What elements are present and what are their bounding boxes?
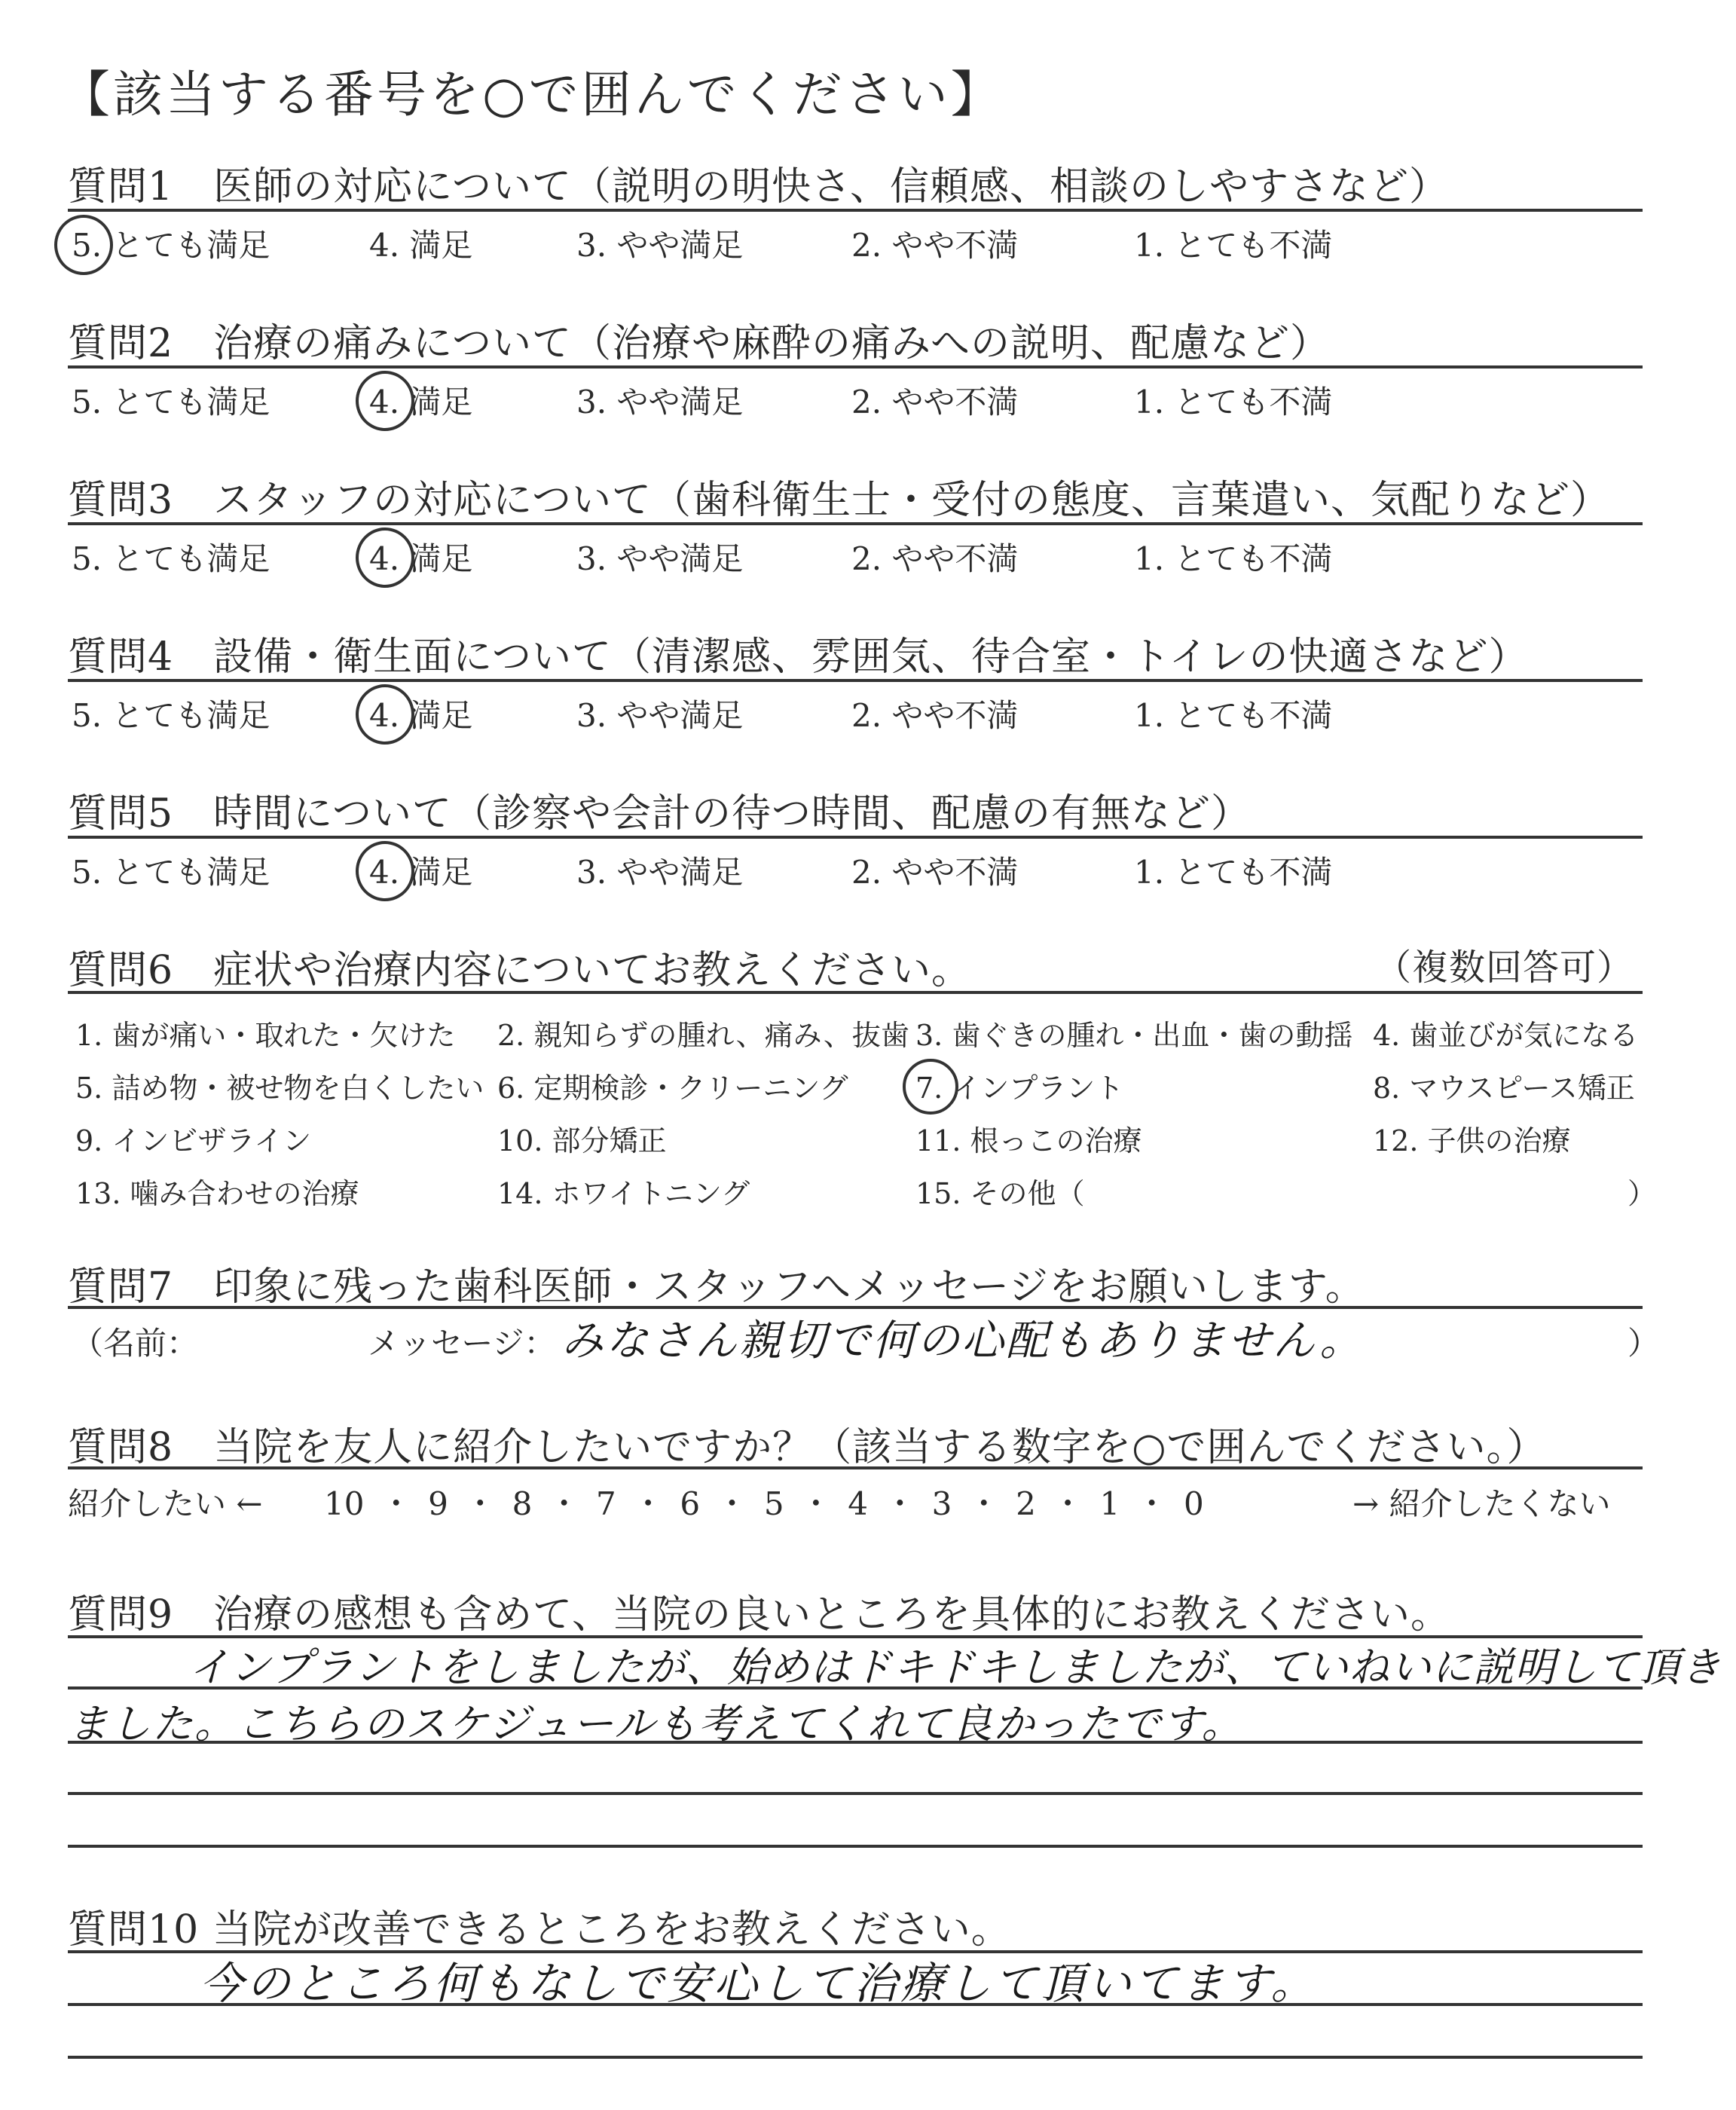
question-9-title: 質問9 治療の感想も含めて、当院の良いところを具体的にお教えください。 (68, 1592, 1451, 1638)
q7-close-paren: ） (1628, 1325, 1660, 1362)
q1-option-5[interactable]: 5. とても満足 (72, 227, 270, 264)
question-3-rule (68, 522, 1643, 525)
q8-scale[interactable]: 10 ・ 9 ・ 8 ・ 7 ・ 6 ・ 5 ・ 4 ・ 3 ・ 2 ・ 1 ・ 0 (324, 1485, 1204, 1522)
q9-answer-line-1: インプラントをしましたが、始めはドキドキしましたが、ていねいに説明して頂き (188, 1644, 1722, 1691)
q6-item-15[interactable]: 15. その他（ (915, 1177, 1085, 1210)
q3-option-5[interactable]: 5. とても満足 (72, 540, 270, 577)
q10-answer-handwritten: 今のところ何もなしで安心して治療して頂いてます。 (200, 1958, 1318, 2009)
form-header: 【該当する番号を○で囲んでください】 (60, 66, 1004, 124)
q6-item-6[interactable]: 6. 定期検診・クリーニング (497, 1072, 848, 1105)
question-2-title: 質問2 治療の痛みについて（治療や麻酔の痛みへの説明、配慮など） (68, 321, 1331, 366)
question-4-title: 質問4 設備・衛生面について（清潔感、雰囲気、待合室・トイレの快適さなど） (68, 635, 1529, 680)
q5-option-2[interactable]: 2. やや不満 (851, 854, 1019, 891)
q9-answer-line-2: ました。こちらのスケジュールも考えてくれて良かったです。 (68, 1700, 1244, 1748)
question-6-rule (68, 991, 1643, 994)
q6-item-9[interactable]: 9. インビザライン (75, 1124, 312, 1157)
q6-item-5[interactable]: 5. 詰め物・被せ物を白くしたい (75, 1072, 484, 1105)
question-10-rule-3 (68, 2056, 1643, 2059)
question-2-rule (68, 365, 1643, 368)
q6-item-10[interactable]: 10. 部分矯正 (497, 1124, 667, 1157)
q2-option-1[interactable]: 1. とても不満 (1134, 384, 1333, 420)
q1-option-3[interactable]: 3. やや満足 (576, 227, 744, 264)
question-9-rule-4 (68, 1792, 1643, 1795)
q6-selection-circle (903, 1059, 958, 1115)
q1-option-1[interactable]: 1. とても不満 (1134, 227, 1333, 264)
q4-selection-circle (356, 684, 414, 745)
q5-selection-circle (356, 841, 414, 901)
q6-item-7[interactable]: 7. インプラント (915, 1072, 1124, 1105)
question-10-title: 質問10 当院が改善できるところをお教えください。 (68, 1907, 1011, 1953)
q6-item-2[interactable]: 2. 親知らずの腫れ、痛み、抜歯 (497, 1019, 909, 1052)
q6-other-close-paren: ） (1628, 1177, 1657, 1210)
q5-option-4[interactable]: 4. 満足 (369, 854, 473, 891)
q1-option-4[interactable]: 4. 満足 (369, 227, 473, 264)
q5-option-5[interactable]: 5. とても満足 (72, 854, 270, 891)
q7-message-label: メッセージ： (368, 1325, 556, 1362)
q4-option-1[interactable]: 1. とても不満 (1134, 697, 1333, 734)
q6-item-1[interactable]: 1. 歯が痛い・取れた・欠けた (75, 1019, 456, 1052)
q2-option-2[interactable]: 2. やや不満 (851, 384, 1019, 420)
q5-option-1[interactable]: 1. とても不満 (1134, 854, 1333, 891)
question-3-title: 質問3 スタッフの対応について（歯科衛生士・受付の態度、言葉遣い、気配りなど） (68, 478, 1611, 523)
question-9-rule-5 (68, 1845, 1643, 1848)
question-6-title: 質問6 症状や治療内容についてお教えください。 (68, 948, 972, 993)
q4-option-4[interactable]: 4. 満足 (369, 697, 473, 734)
q3-option-4[interactable]: 4. 満足 (369, 540, 473, 577)
q8-right-label: → 紹介したくない (1352, 1485, 1611, 1522)
q2-selection-circle (356, 371, 414, 431)
q6-item-12[interactable]: 12. 子供の治療 (1373, 1124, 1571, 1157)
q2-option-4[interactable]: 4. 満足 (369, 384, 473, 420)
question-1-title: 質問1 医師の対応について（説明の明快さ、信頼感、相談のしやすさなど） (68, 164, 1449, 209)
q3-option-3[interactable]: 3. やや満足 (576, 540, 744, 577)
q6-item-14[interactable]: 14. ホワイトニング (497, 1177, 750, 1210)
q1-selection-circle (54, 215, 113, 275)
q1-option-2[interactable]: 2. やや不満 (851, 227, 1019, 264)
question-8-title: 質問8 当院を友人に紹介したいですか？（該当する数字を○で囲んでください。） (68, 1425, 1547, 1470)
q6-item-3[interactable]: 3. 歯ぐきの腫れ・出血・歯の動揺 (915, 1019, 1353, 1052)
q6-item-13[interactable]: 13. 噛み合わせの治療 (75, 1177, 359, 1210)
question-5-rule (68, 836, 1643, 839)
question-7-title: 質問7 印象に残った歯科医師・スタッフへメッセージをお願いします。 (68, 1264, 1365, 1310)
q7-message-handwritten: みなさん親切で何の心配もありません。 (561, 1316, 1365, 1365)
q3-option-1[interactable]: 1. とても不満 (1134, 540, 1333, 577)
q5-option-3[interactable]: 3. やや満足 (576, 854, 744, 891)
q6-item-8[interactable]: 8. マウスピース矯正 (1373, 1072, 1635, 1105)
q2-option-3[interactable]: 3. やや満足 (576, 384, 744, 420)
question-8-rule (68, 1466, 1643, 1469)
q4-option-5[interactable]: 5. とても満足 (72, 697, 270, 734)
q3-selection-circle (356, 528, 414, 588)
question-6-note: （複数回答可） (1375, 946, 1634, 989)
q6-item-4[interactable]: 4. 歯並びが気になる (1373, 1019, 1639, 1052)
question-4-rule (68, 679, 1643, 682)
question-1-rule (68, 209, 1643, 212)
q6-item-11[interactable]: 11. 根っこの治療 (915, 1124, 1142, 1157)
q4-option-2[interactable]: 2. やや不満 (851, 697, 1019, 734)
q7-name-label: （名前： (72, 1325, 199, 1362)
q4-option-3[interactable]: 3. やや満足 (576, 697, 744, 734)
q2-option-5[interactable]: 5. とても満足 (72, 384, 270, 420)
question-5-title: 質問5 時間について（診察や会計の待つ時間、配慮の有無など） (68, 791, 1252, 836)
q8-left-label: 紹介したい ← (68, 1485, 263, 1522)
q3-option-2[interactable]: 2. やや不満 (851, 540, 1019, 577)
